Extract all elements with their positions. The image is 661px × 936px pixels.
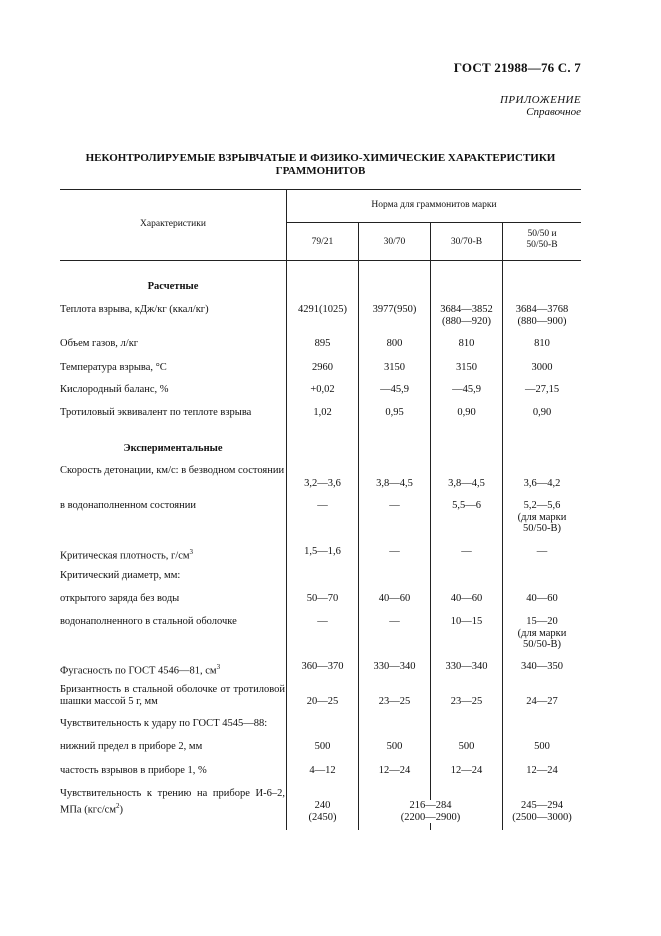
row-friction-79-21-line1: 240 [314, 800, 331, 811]
row-frequency-label: частость взрывов в приборе 1, % [60, 765, 207, 776]
row-lowerlimit-50-50: 500 [534, 741, 550, 752]
row-lowerlimit-79-21: 500 [314, 741, 331, 752]
row-opencharge-50-50: 40—60 [526, 593, 558, 604]
row-gas-79-21: 895 [314, 338, 331, 349]
row-gas-50-50: 810 [534, 338, 550, 349]
row-friction-50-50-line2: (2500—3000) [512, 811, 572, 823]
row-friction-30-70-line2: (2200—2900) [400, 811, 461, 823]
row-friction-sup: 2 [116, 802, 120, 810]
row-heat-30-70-v-line2: (880—920) [442, 315, 491, 327]
row-fugacity-30-70: 330—340 [373, 661, 416, 672]
row-tnt-label: Тротиловый эквивалент по теплоте взрыва [60, 407, 252, 418]
header-characteristics: Характеристики [140, 219, 206, 229]
row-opencharge-30-70: 40—60 [378, 593, 411, 604]
row-friction-text-end: ) [119, 804, 123, 816]
row-critdensity-30-70: — [389, 546, 400, 557]
title-line-2: ГРАММОНИТОВ [275, 165, 366, 177]
row-gas-30-70: 800 [386, 338, 403, 349]
row-oxygen-30-70: —45,9 [380, 384, 409, 395]
row-waterfilled-30-70-v: 5,5—6 [452, 500, 481, 511]
header-grade-50-50-line1: 50/50 и [527, 229, 557, 239]
row-critdensity-79-21: 1,5—1,6 [304, 546, 341, 557]
row-temp-label: Температура взрыва, °С [60, 362, 167, 373]
row-brisance-label: Бризантность в стальной оболочке от тротиловой шашки массой 5 г, мм [60, 684, 285, 707]
row-friction-79-21-line2: (2450) [308, 811, 337, 823]
row-heat-50-50-line2: (880—900) [517, 315, 567, 327]
row-heat-50-50 [503, 304, 581, 327]
appendix-label: ПРИЛОЖЕНИЕ [500, 94, 581, 106]
row-oxygen-30-70-v: —45,9 [452, 384, 481, 395]
header-grade-50-50-line2: 50/50-В [526, 240, 558, 250]
row-frequency-30-70-v: 12—24 [450, 765, 483, 776]
row-steelshell-79-21: — [317, 616, 328, 627]
row-detonation-79-21: 3,2—3,6 [304, 478, 341, 489]
row-temp-50-50: 3000 [531, 362, 553, 373]
row-brisance-30-70-v: 23—25 [450, 696, 483, 707]
section-experimental: Экспериментальные [123, 443, 223, 454]
section-calculated: Расчетные [147, 281, 199, 292]
row-steelshell-30-70-v: 10—15 [450, 616, 483, 627]
row-fugacity-50-50: 340—350 [521, 661, 563, 672]
row-critdensity-label [60, 546, 285, 563]
row-steelshell-30-70: — [389, 616, 400, 627]
title-line-1: НЕКОНТРОЛИРУЕМЫЕ ВЗРЫВЧАТЫЕ И ФИЗИКО-ХИМИЧЕСКИЕ ХАРАКТЕРИСТИКИ [85, 152, 556, 164]
row-steelshell-50-50-line2: (для марки [517, 627, 567, 639]
row-fugacity-text: Фугасность по ГОСТ 4546—81, см [60, 665, 217, 677]
row-friction-label [60, 788, 285, 817]
row-heat-79-21: 4291(1025) [298, 304, 347, 315]
row-steelshell-50-50-line3: 50/50-В) [523, 639, 561, 650]
row-impact-label: Чувствительность к удару по ГОСТ 4545—88: [60, 718, 268, 729]
row-waterfilled-79-21: — [317, 500, 328, 511]
header-grade-30-70: 30/70 [383, 237, 406, 247]
row-steelshell-50-50-line1: 15—20 [526, 616, 558, 627]
row-heat-30-70-v-line1: 3684—3852 [440, 304, 493, 315]
header-grade-79-21: 79/21 [311, 237, 334, 247]
row-fugacity-sup: 3 [216, 663, 221, 671]
table-group-rule [287, 222, 581, 223]
row-temp-79-21: 2960 [312, 362, 333, 373]
row-tnt-30-70: 0,95 [385, 407, 404, 418]
row-oxygen-50-50: —27,15 [524, 384, 560, 395]
page-title [60, 152, 581, 178]
row-heat-30-70-v [431, 304, 502, 327]
row-waterfilled-50-50-line1: 5,2—5,6 [523, 500, 561, 511]
row-friction-79-21 [287, 800, 358, 823]
row-critdensity-50-50: — [536, 546, 548, 557]
row-lowerlimit-label: нижний предел в приборе 2, мм [60, 741, 203, 752]
row-tnt-30-70-v: 0,90 [457, 407, 476, 418]
row-temp-30-70: 3150 [384, 362, 405, 373]
row-steelshell-50-50 [503, 616, 581, 651]
row-brisance-30-70: 23—25 [378, 696, 411, 707]
row-frequency-79-21: 4—12 [309, 765, 336, 776]
row-opencharge-30-70-v: 40—60 [450, 593, 483, 604]
row-critdiameter-label: Критический диаметр, мм: [60, 570, 181, 581]
row-steelshell-label: водонаполненного в стальной оболочке [60, 616, 237, 627]
row-waterfilled-30-70: — [389, 500, 400, 511]
row-brisance-79-21: 20—25 [306, 696, 339, 707]
row-oxygen-79-21: +0,02 [310, 384, 335, 395]
row-fugacity-30-70-v: 330—340 [445, 661, 488, 672]
appendix-block [500, 94, 581, 118]
row-friction-30-70-merged [359, 800, 502, 823]
row-critdensity-30-70-v: — [461, 546, 472, 557]
header-grade-50-50 [503, 229, 581, 251]
row-gas-30-70-v: 810 [458, 338, 475, 349]
appendix-note: Справочное [526, 106, 581, 118]
row-lowerlimit-30-70-v: 500 [458, 741, 475, 752]
row-fugacity-79-21: 360—370 [301, 661, 344, 672]
row-waterfilled-label: в водонаполненном состоянии [60, 500, 196, 511]
row-detonation-50-50: 3,6—4,2 [523, 478, 561, 489]
row-opencharge-79-21: 50—70 [306, 593, 339, 604]
row-detonation-label: Скорость детонации, км/с: в безводном состоянии [60, 465, 285, 476]
row-friction-50-50-line1: 245—294 [521, 800, 563, 811]
row-detonation-30-70: 3,8—4,5 [376, 478, 413, 489]
row-heat-30-70: 3977(950) [372, 304, 417, 315]
row-tnt-50-50: 0,90 [532, 407, 552, 418]
row-waterfilled-50-50-line2: (для марки [517, 511, 567, 523]
table-top-rule [60, 189, 581, 190]
row-critdensity-text: Критическая плотность, г/см [60, 550, 190, 562]
header-grade-30-70-v: 30/70-В [450, 237, 483, 247]
row-opencharge-label: открытого заряда без воды [60, 593, 180, 604]
row-tnt-79-21: 1,02 [313, 407, 332, 418]
row-temp-30-70-v: 3150 [456, 362, 477, 373]
header-grade-group: Норма для граммонитов марки [371, 200, 497, 210]
row-brisance-50-50: 24—27 [526, 696, 558, 707]
row-waterfilled-50-50-line3: 50/50-В) [523, 523, 561, 534]
row-waterfilled-50-50 [503, 500, 581, 535]
row-lowerlimit-30-70: 500 [386, 741, 403, 752]
row-friction-text: Чувствительность к трению на приборе И-6–2, МПа (кгс/см [60, 788, 285, 816]
row-heat-label: Теплота взрыва, кДж/кг (ккал/кг) [60, 304, 209, 315]
row-oxygen-label: Кислородный баланс, % [60, 384, 169, 395]
row-detonation-30-70-v: 3,8—4,5 [448, 478, 485, 489]
row-critdensity-sup: 3 [189, 548, 194, 556]
row-frequency-30-70: 12—24 [378, 765, 411, 776]
row-heat-50-50-line1: 3684—3768 [515, 304, 569, 315]
document-reference: ГОСТ 21988—76 С. 7 [453, 60, 581, 75]
row-friction-50-50 [503, 800, 581, 823]
row-fugacity-label [60, 661, 285, 678]
row-friction-30-70-line1: 216—284 [409, 800, 452, 811]
row-frequency-50-50: 12—24 [526, 765, 558, 776]
row-gas-label: Объем газов, л/кг [60, 338, 139, 349]
